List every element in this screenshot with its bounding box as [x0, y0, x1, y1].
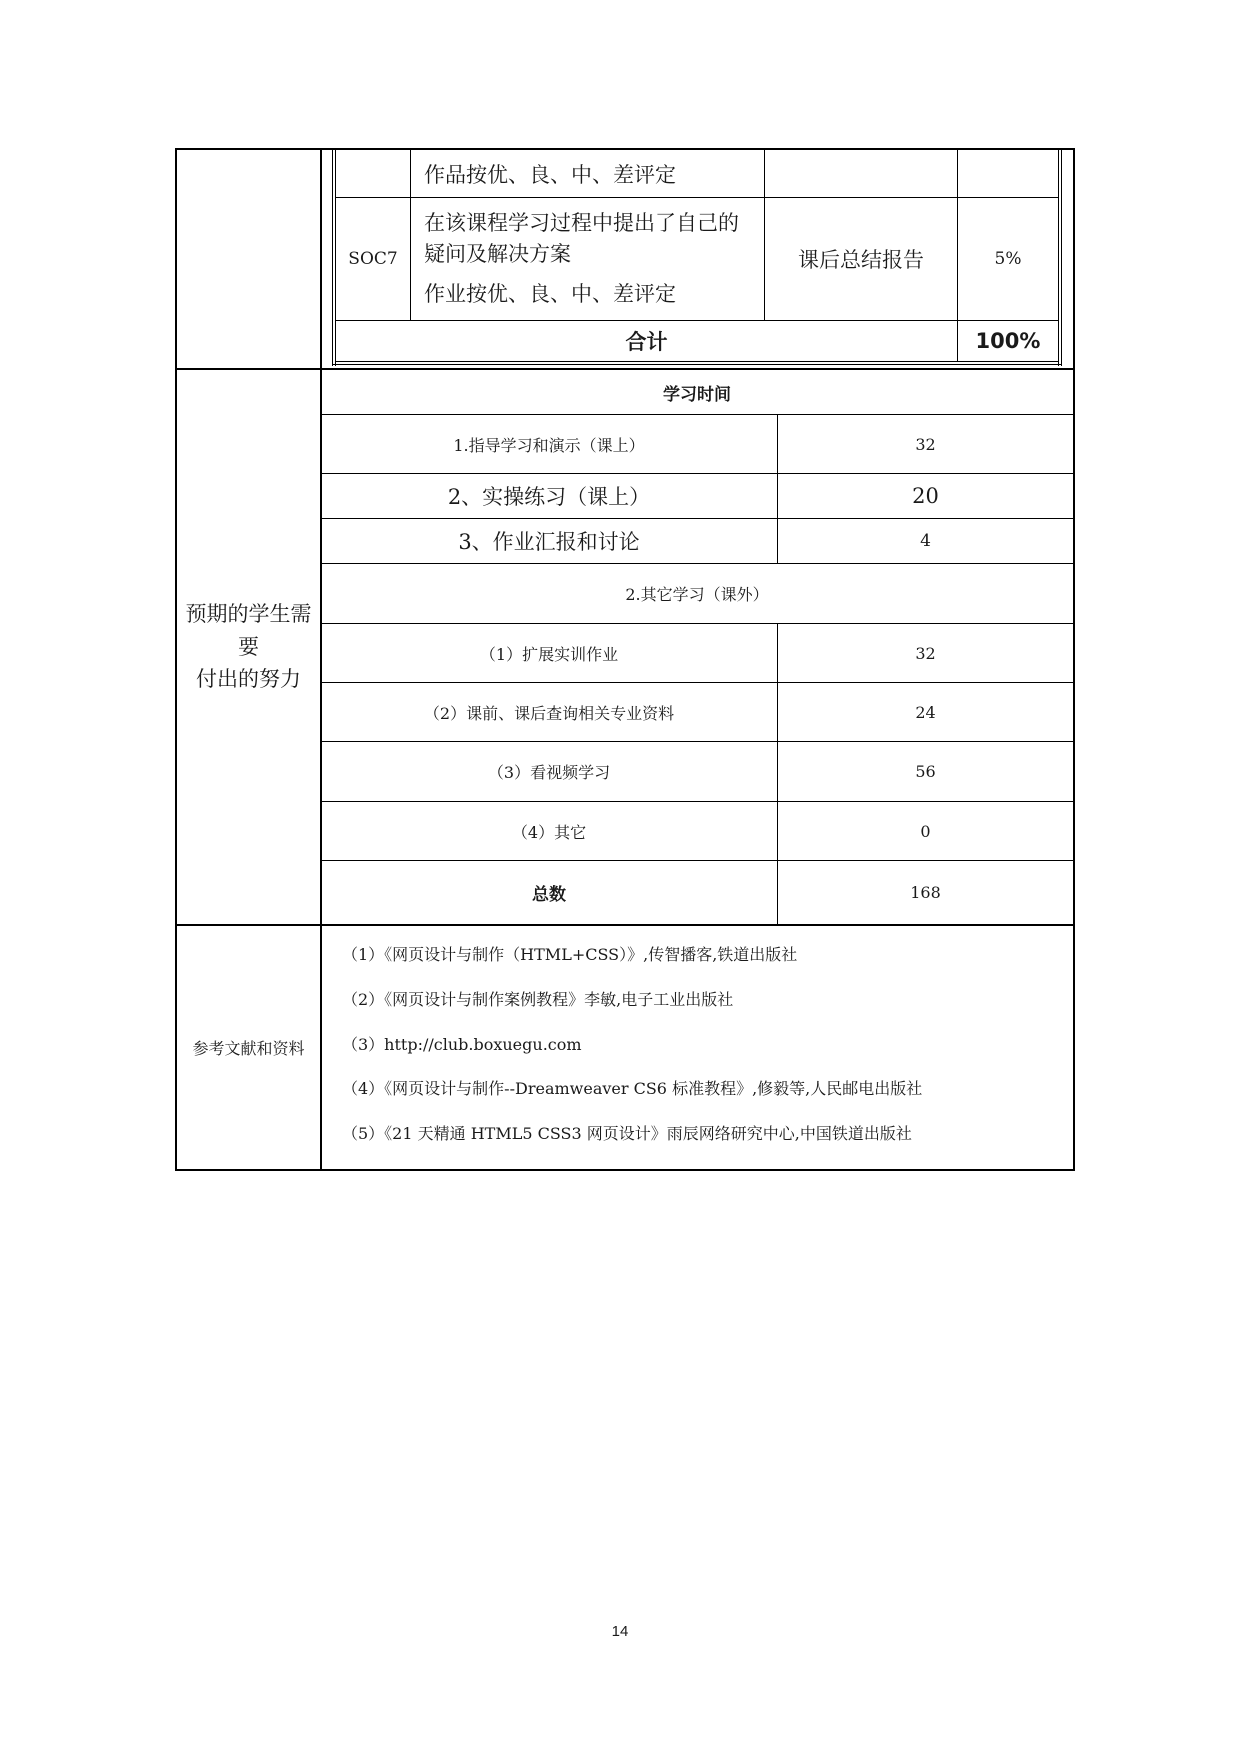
- soc7-content-line3: 作业按优、良、中、差评定: [424, 281, 676, 306]
- page-number: 14: [611, 1623, 629, 1640]
- inner-bottom-border-inner: [335, 361, 1059, 362]
- effort-extra-3-value: 56: [915, 762, 936, 781]
- inner-bottom-border: [332, 364, 1062, 365]
- outer-bottom-border: [175, 1169, 1075, 1171]
- effort-total-value: 168: [910, 883, 941, 902]
- effort-header: 学习时间: [663, 384, 731, 405]
- reference-item-3: （3）http://club.boxuegu.com: [342, 1035, 582, 1054]
- effort-subheader: 2.其它学习（课外）: [625, 585, 769, 604]
- assessment-total-value: 100%: [975, 329, 1041, 353]
- effort-item-2-value: 20: [912, 484, 939, 508]
- effort-extra-3-label: （3）看视频学习: [487, 763, 611, 782]
- effort-extra-4-value: 0: [920, 821, 931, 841]
- soc7-weight: 5%: [994, 249, 1022, 269]
- inner-left-border: [332, 150, 333, 366]
- effort-total-label: 总数: [532, 885, 566, 905]
- reference-item-5: （5）《21 天精通 HTML5 CSS3 网页设计》雨辰网络研究中心,中国铁道出版社: [342, 1124, 912, 1143]
- soc7-content: [424, 198, 762, 320]
- assessment-total-label: 合计: [625, 330, 668, 354]
- effort-extra-4-label: （4）其它: [511, 822, 587, 842]
- reference-item-4: （4）《网页设计与制作--Dreamweaver CS6 标准教程》,修毅等,人民邮电出版社: [342, 1079, 923, 1098]
- references-row-label: 参考文献和资料: [192, 1039, 305, 1058]
- effort-item-3-value: 4: [920, 531, 931, 551]
- effort-item-3-label: 3、作业汇报和讨论: [458, 530, 640, 554]
- reference-item-1: （1）《网页设计与制作（HTML+CSS）》,传智播客,铁道出版社: [342, 945, 798, 964]
- soc7-code: SOC7: [348, 249, 398, 269]
- outer-right-border: [1073, 148, 1075, 1171]
- inner-right-border: [1061, 150, 1062, 366]
- effort-item-1-label: 1.指导学习和演示（课上）: [453, 435, 645, 455]
- reference-item-2: （2）《网页设计与制作案例教程》李敏,电子工业出版社: [342, 990, 734, 1009]
- effort-item-2-label: 2、实操练习（课上）: [447, 485, 651, 509]
- effort-extra-1-label: （1）扩展实训作业: [479, 644, 619, 664]
- effort-row-label-line2: 付出的努力: [196, 667, 301, 692]
- inner-col-divider-1: [410, 150, 411, 320]
- effort-row-label: [177, 370, 320, 924]
- effort-row-label-line1: 预期的学生需要: [185, 602, 312, 659]
- soc7-content-line2: 疑问及解决方案: [424, 242, 571, 267]
- soc7-method: 课后总结报告: [798, 248, 924, 272]
- effort-extra-2-label: （2）课前、课后查询相关专业资料: [423, 703, 675, 723]
- effort-extra-2-value: 24: [915, 702, 936, 722]
- soc7-content-line1: 在该课程学习过程中提出了自己的: [424, 210, 739, 235]
- inner-right-border-inner: [1058, 150, 1059, 366]
- assessment-content-top: 作品按优、良、中、差评定: [424, 162, 676, 187]
- effort-extra-1-value: 32: [915, 643, 936, 663]
- effort-item-1-value: 32: [915, 434, 936, 454]
